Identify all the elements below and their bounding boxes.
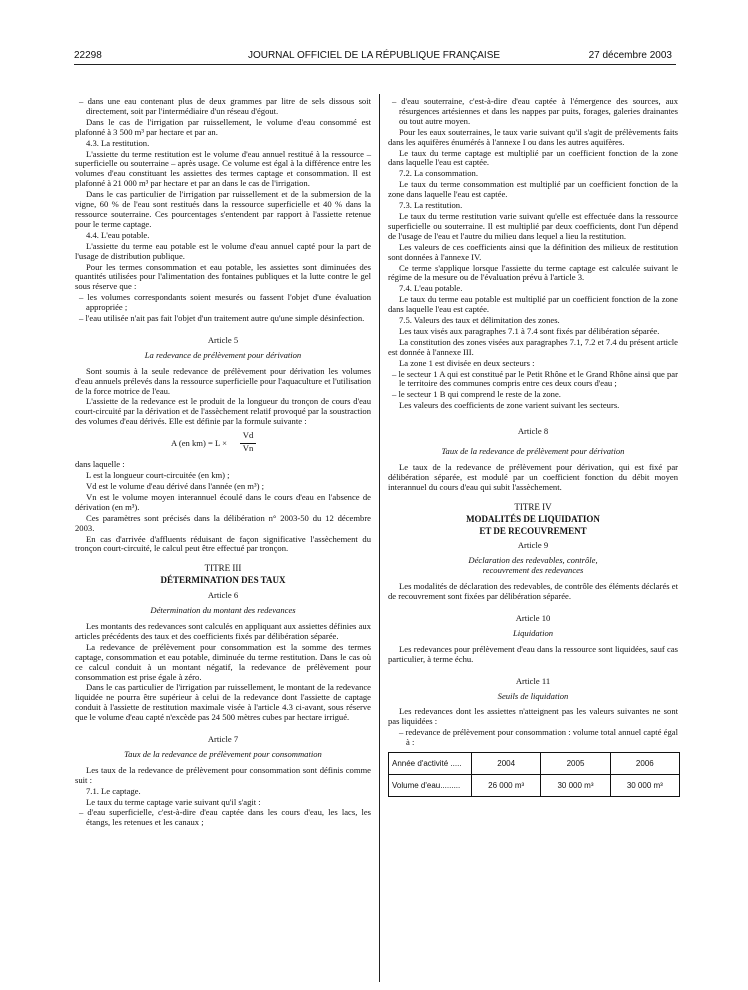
paragraph: Les redevances pour prélèvement d'eau dans la ressource sont liquidées, sauf cas particulier, à terme échu. [388,643,678,664]
paragraph: Pour les eaux souterraines, le taux varie suivant qu'il s'agit de prélèvements faits dans les aquifères énumérés à l'annexe I ou dans les autres aquifères. [388,126,678,147]
page-number: 22298 [74,50,102,61]
paragraph: La constitution des zones visées aux paragraphes 7.1, 7.2 et 7.4 du présent article est donnée à l'annexe III. [388,336,678,357]
formula-numerator: Vd [242,430,254,441]
article-subtitle: Déclaration des redevables, contrôle, [468,555,598,566]
titre-subtitle: MODALITÉS DE LIQUIDATION [466,513,600,524]
list-item: – l'eau utilisée n'ait pas fait l'objet d'un traitement autre qu'une simple désinfection. [79,313,365,324]
paragraph: Le taux du terme eau potable est multiplié par un coefficient fonction de la zone dans laquelle l'eau est captée. [388,294,678,315]
paragraph: Sont soumis à la seule redevance de prélèvement pour dérivation les volumes d'eau annuels prélevés dans la ressource superficielle pour l'aquaculture et l'utilisation de la force motrice de l'eau. [75,365,371,396]
formula-lhs: A (en km) = L × [171,438,227,449]
table-cell: 2006 [610,753,679,775]
table-cell: Volume d'eau......... [389,775,472,797]
table-row [389,753,680,775]
paragraph: Les taux visés aux paragraphes 7.1 à 7.4 sont fixés par délibération séparée. [399,325,660,336]
paragraph: La zone 1 est divisée en deux secteurs : [399,357,535,368]
article-subtitle: Taux de la redevance de prélèvement pour dérivation [441,446,625,457]
list-item: – les volumes correspondants soient mesurés ou fassent l'objet d'une évaluation appropriée ; [79,292,371,313]
table-cell: 2005 [541,753,610,775]
paragraph: En cas d'arrivée d'affluents réduisant de façon significative l'assèchement du tronçon court-circuité, le calcul peut être effectué par tronçon. [75,533,371,554]
paragraph: L est la longueur court-circuitée (en km) ; [86,470,230,481]
table-cell: 30 000 m³ [610,775,679,797]
section-heading: 7.5. Valeurs des taux et délimitation des zones. [399,315,560,326]
titre-heading: TITRE IV [514,501,552,512]
list-item: – d'eau souterraine, c'est-à-dire d'eau captée à l'émergence des sources, aux résurgences artésiennes et dans les nappes par puits, forages, galeries drainantes ou tout autre moyen. [392,96,678,126]
paragraph: Le taux de la redevance de prélèvement pour dérivation, qui est fixé par délibération séparée, est modulé par un coefficient fonction du débit moyen interannuel du cours d'eau qui subit l'assèchement. [388,462,678,492]
article-subtitle: Taux de la redevance de prélèvement pour consommation [124,748,322,759]
titre-subtitle: DÉTERMINATION DES TAUX [160,575,286,586]
paragraph: Vn est le volume moyen interannuel écoulé dans le cours d'eau en l'absence de dérivation (en m³). [75,491,371,512]
section-heading: 7.2. La consommation. [399,168,479,179]
article-subtitle: recouvrement des redevances [482,565,584,576]
formula-denominator: Vn [240,443,256,454]
table-cell: 2004 [472,753,541,775]
column-divider [379,94,380,982]
article-heading: Article 11 [515,675,551,686]
paragraph: Le taux du terme consommation est multiplié par un coefficient fonction de la zone dans laquelle l'eau est captée. [388,179,678,200]
paragraph: L'assiette du terme eau potable est le volume d'eau annuel capté pour la part de l'usage de distribution publique. [75,240,371,261]
formula [75,431,371,457]
titre-subtitle: ET DE RECOUVREMENT [479,525,587,536]
paragraph: Les valeurs des coefficients de zone varient suivant les secteurs. [399,400,620,411]
article-heading: Article 10 [515,612,551,623]
article-subtitle: Liquidation [512,627,554,638]
paragraph: Dans le cas de l'irrigation par ruissellement, le volume d'eau consommé est plafonné à 3 500 m³ par hectare et par an. [75,116,371,137]
paragraph: Pour les termes consommation et eau potable, les assiettes sont diminuées des quantités utilisées pour l'alimentation des fontaines publiques et la lutte contre le gel sous réserve que : [75,261,371,292]
section-heading: 4.3. La restitution. [86,137,150,148]
list-item: – d'eau superficielle, c'est-à-dire d'eau captée dans les cours d'eau, les lacs, les étangs, les retenues et les canaux ; [79,807,371,828]
paragraph: Le taux du terme restitution varie suivant qu'elle est effectuée dans la ressource superficielle ou souterraine. Il est multiplié par deux coefficients, dont l'un dépend de l'usage de l'eau et l'autre du milieu dans lequel a lieu la restitution. [388,210,678,241]
paragraph: Les valeurs de ces coefficients ainsi que la définition des milieux de restitution sont données à l'annexe IV. [388,241,678,262]
paragraph: L'assiette du terme restitution est le volume d'eau annuel restitué à la ressource – superficielle ou souterraine – après usage. Ce volume est égal à la différence entre les volumes d'eau constituant les assiettes des termes captage et consommation. Il est plafonné à 21 000 m³ par hectare et par an dans le cas de l'irrigation. [75,148,371,189]
paragraph: Dans le cas particulier de l'irrigation par ruissellement, le montant de la redevance liquidée ne pourra être supérieur à celui de la redevance dont l'assiette de captage conduit à l'assiette de restitution maximale visée à l'article 4.3 ci-avant, sous réserve que le volume d'eau capté n'excède pas 24 500 mètres cubes par hectare irrigué. [75,682,371,723]
issue-date: 27 décembre 2003 [588,50,672,61]
section-heading: 7.4. L'eau potable. [399,283,463,294]
article-heading: Article 6 [207,590,239,601]
titre-heading: TITRE III [204,563,242,574]
paragraph: L'assiette de la redevance est le produit de la longueur du tronçon de cours d'eau court-circuité par la dérivation et de l'assèchement relatif provoqué par la soustraction des volumes d'eau dérivés. Elle est définie par la formule suivante : [75,396,371,427]
paragraph: – dans une eau contenant plus de deux grammes par litre de sels dissous soit directement, soit par l'intermédiaire d'un réseau d'égout. [79,96,371,116]
article-subtitle: La redevance de prélèvement pour dérivation [144,349,302,360]
journal-title: JOURNAL OFFICIEL DE LA RÉPUBLIQUE FRANÇAISE [247,50,501,61]
paragraph: Le taux du terme captage varie suivant qu'il s'agit : [86,796,261,807]
paragraph: dans laquelle : [75,459,125,470]
table-cell: 26 000 m³ [472,775,541,797]
article-subtitle: Détermination du montant des redevances [150,605,296,616]
table-cell: 30 000 m³ [541,775,610,797]
table-row [389,775,680,797]
paragraph: La redevance de prélèvement pour consommation est la somme des termes captage, consommation et eau potable, diminuée du terme restitution. Dans le cas où ce calcul conduit à un montant négatif, la redevance de prélèvement pour consommation est prise égale à zéro. [75,641,371,682]
article-heading: Article 8 [517,426,549,437]
article-heading: Article 9 [517,540,549,551]
article-heading: Article 5 [207,334,239,345]
paragraph: Les montants des redevances sont calculés en appliquant aux assiettes définies aux articles précédents des taux et des coefficients fixés par délibération séparée. [75,620,371,641]
paragraph: Ce terme s'applique lorsque l'assiette du terme captage est calculée suivant le régime de la mesure ou de l'évaluation prévu à l'article 3. [388,262,678,283]
paragraph: Les redevances dont les assiettes n'atteignent pas les valeurs suivantes ne sont pas liquidées : [388,706,678,727]
list-item: – le secteur 1 A qui est constitué par le Petit Rhône et le Grand Rhône ainsi que par le territoire des communes compris entre ces deux cours d'eau ; [392,368,678,389]
paragraph: Le taux du terme captage est multiplié par un coefficient fonction de la zone dans laquelle l'eau est captée. [388,147,678,168]
list-item: – le secteur 1 B qui comprend le reste de la zone. [392,389,561,400]
section-heading: 4.4. L'eau potable. [86,229,150,240]
article-subtitle: Seuils de liquidation [497,690,569,701]
left-column [75,97,371,829]
article-heading: Article 7 [207,734,239,745]
threshold-table [388,752,680,797]
section-heading: 7.1. Le captage. [86,785,141,796]
paragraph: Vd est le volume d'eau dérivé dans l'année (en m³) ; [86,481,264,491]
paragraph: Les taux de la redevance de prélèvement pour consommation sont définis comme suit : [75,764,371,785]
paragraph: Les modalités de déclaration des redevables, de contrôle des éléments déclarés et de recouvrement sont fixées par délibération séparée. [388,581,678,602]
table-cell: Année d'activité ..... [389,753,472,775]
list-item: – redevance de prélèvement pour consommation : volume total annuel capté égal à : [399,727,678,748]
paragraph: Ces paramètres sont précisés dans la délibération n° 2003-50 du 12 décembre 2003. [75,512,371,533]
right-column [388,97,678,797]
section-heading: 7.3. La restitution. [399,200,463,211]
paragraph: Dans le cas particulier de l'irrigation par ruissellement et de la submersion de la vigne, 60 % de l'eau sont restitués dans la ressource superficielle et 40 % dans la ressource souterraine. Ces pourcentages s'entendent par rapport à l'assiette retenue pour le terme captage. [75,189,371,229]
header-rule [74,64,676,65]
